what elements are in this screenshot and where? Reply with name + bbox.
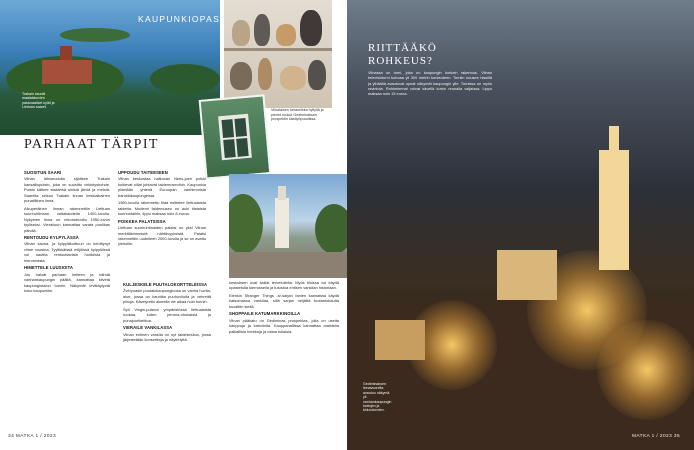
ceramics-photo [224, 0, 332, 108]
sidebar-title-line-1: RIITTÄÄKÖ [368, 42, 437, 54]
section-heading: SHOPPAILE KATUMARKKINOILLA [229, 311, 301, 317]
section-text: Vilnan lähiseudulla sijaitsee Trakain kansallispuisto, joka on suosittu virkistyskohde. Puisto kätkee sisäänsä sinisiä järviä ja metsiä. Saarella seisoo Trakain linnan keskiaikainen punatiilinen linna. [24, 176, 110, 204]
section-text: Vilnan keskustaa halkovan Neris-joen poikki kulkevat sillat johtavat taidemuseoihin. Kaupunkia pidetään yhtenä Euroopan vanhimmista barokkikaupungeista. [118, 176, 206, 198]
section-text: Elenkin Stranger Things -tv-sarjan fanien kannattaa käydä katsomassa vankilaa, sillä sarjan neljättä tuotantokautta kuvattiin siellä. [229, 292, 339, 309]
section-heading: POIKKEA PALATSISSA [118, 218, 166, 224]
section-text: 1980-luvulla rakennettu tilaa esittelee liettualaista taidetta. Moderni taidemuseo on auki tiistaista sunnuntaihin, lippu maksaa noin 8 euroa. [118, 200, 206, 217]
ceramics-photo-caption: Vilnalainen keramiikka hyllyllä ja pienet ruukut Gediminaksen prospektin käsityöpuodissa. [271, 108, 324, 122]
green-house-window-photo [199, 94, 272, 179]
sidebar-title-line-2: ROHKEUS? [368, 54, 433, 67]
section-heading: UPPOUDU TAITEESEEN [118, 170, 168, 175]
left-page-folio: 34 MATKA 1 / 2023 [8, 434, 57, 439]
section-text: Jos haluat parhaan helteen ja nähdä vanhankaupungin päältä, kannattaa kiivetä kaupungintalon torniin. Näkymät levittäytyvät koko kaupunkiin. [24, 271, 110, 294]
section-text: Alkuperäinen linnan rakennettiin Liettuan suuriruhtinaan valtakaudella 1400-luvulla. Nykyinen linna on rekonstruoitu 1950-luvun tyyliseksi. Vierailuun kannattaa varata puolikas päivää. [24, 205, 110, 233]
sidebar-title [368, 42, 437, 67]
page-headline: PARHAAT TÄRPIT [24, 137, 159, 152]
article-column-2 [118, 168, 206, 249]
section-heading: SUOSITUN SAARI [24, 170, 62, 175]
section-text: keskuksen ovat kaikki tervetulleita. Myös tiloissa voi käydä opastetulla kierroksella ja tutustua entisen vankilan historiaan. [229, 280, 339, 291]
section-heading: KULJESKELE PUUTALOKORTTELEISSA [123, 282, 208, 287]
section-text: Liettuan suuriruhtinaiden palatsi on yksi Vilnan merkittävimmistä nähtävyyksistä. Palatsi rakennettiin uudelleen 2000-luvulla ja se on avattu yleisölle. [118, 225, 206, 247]
section-text: Syö Vingis-puiston ympäristössä liettualaista ruokaa, kuten peruna-ohukaisia ja punajuurikeittoa. [123, 306, 211, 323]
vilnius-night-photo [347, 0, 694, 450]
sidebar-text: Vilnassa on torni, joka on kaupungin korkein rakennus. Vilnan televisiotorni kohoaa yli 300 metrin korkeuteen. Torniin nousee hissillä ja ylhäältä avautuvat upeat näkymät kaupungin ylle. Tornissa on myös ravintola. Rohkeimmat voivat kävellä tornin reunalla valjaissa. Lippu maksaa noin 15 euroa. [368, 70, 492, 97]
article-column-4 [229, 280, 339, 336]
section-heading: RENTOUDU KYLPYLÄSSÄ [24, 234, 79, 240]
section-text: Vilnan sauna- ja kylpyläkulttuuri on kehittynyt viime vuosina. Tyylikkäissä miljöissä kylpylöissä voi nauttia rentouttavista hoidoista ja hieronnasta. [24, 241, 110, 263]
old-town-street-photo [229, 174, 347, 278]
day-trip-title: KAUPUNKIOPAS [138, 14, 221, 24]
article-column-3 [123, 280, 211, 345]
lake-photo-caption: Trakain kauniit maalaiskuvien pastoraaliset kylät ja Liettuan saaret. [22, 92, 55, 110]
night-photo-caption: Gediminaksen linnavuorelta avautuu näkymä yli vanhankaupungin kattojen ja kirkontornien. [363, 382, 392, 413]
section-heading: VIERAILE VANKILASSA [123, 325, 173, 331]
section-text: Vilnan pääkatu on Gediminas prospektas, jolla on useita kauppoja ja kahviloita. Kauppahallissa kannattaa maistella paikallisia herkkuja ja ostaa tuliaisia. [229, 317, 339, 334]
section-heading: HIMETTELE LUUSIOITA [24, 265, 74, 271]
article-column-1 [24, 168, 110, 296]
section-text: Žvėrynasin puutalokaupunginosa on vanha huvila-alue, jossa on kauniita puuhuviloita ja vehreitä pihoja. Kävelyretki alueella vie aikaa noin tunnin. [123, 288, 211, 305]
section-text: Vilnan entinen vankila on nyt taidekeskus, jossa järjestetään konsertteja ja näyttelyitä. [123, 331, 211, 343]
right-page-folio: MATKA 1 / 2023 35 [632, 434, 681, 439]
